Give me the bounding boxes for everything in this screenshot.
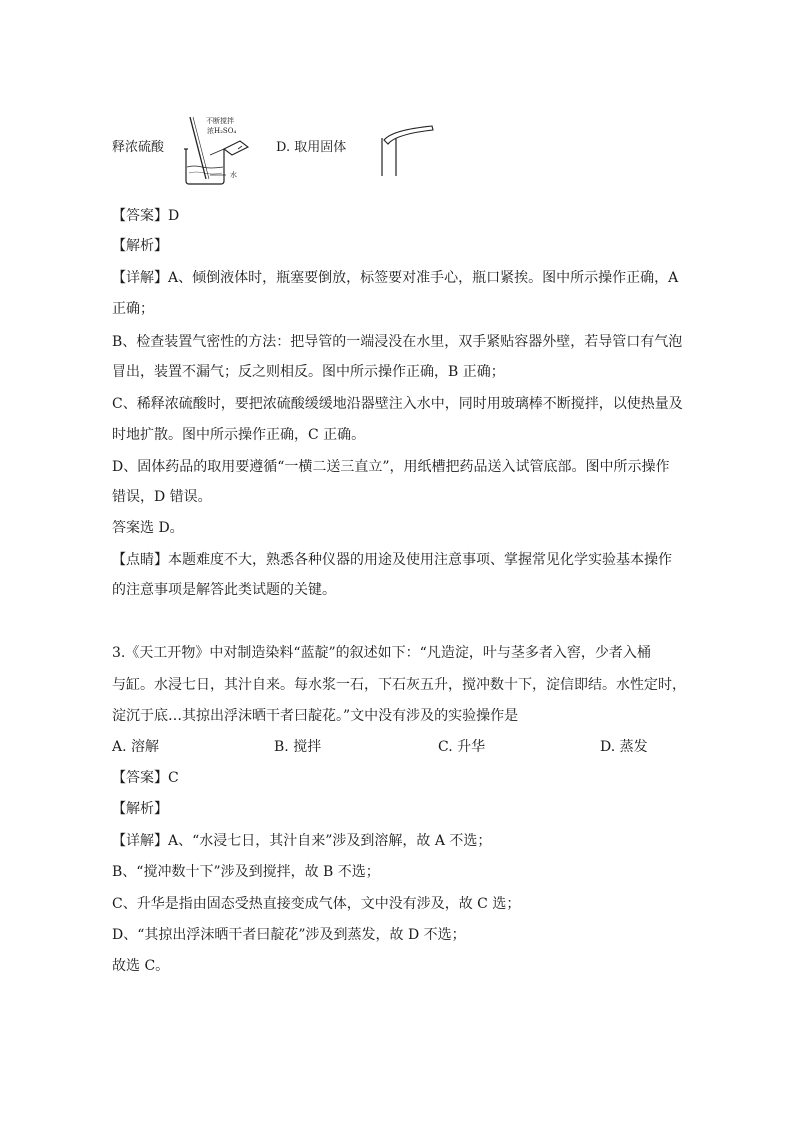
q3-detail-line: 【详解】A、“水浸七日，其汁自来”涉及到溶解，故 A 不选； xyxy=(112,833,492,849)
q2-detail-line: 冒出，装置不漏气；反之则相反。图中所示操作正确，B 正确； xyxy=(112,364,505,380)
q3-answer: 【答案】C xyxy=(112,770,179,786)
q2-detail-line: 正确； xyxy=(112,301,154,317)
q3-option-d: D. 蒸发 xyxy=(600,739,648,755)
q2-detail-line: 时地扩散。图中所示操作正确，C 正确。 xyxy=(112,427,366,443)
q3-option-b: B. 搅拌 xyxy=(274,739,322,755)
q2-analysis-header: 【解析】 xyxy=(112,238,168,254)
q3-stem-line: 淀沉于底…其掠出浮沫晒干者曰靛花。”文中没有涉及的实验操作是 xyxy=(112,708,519,724)
take-solid-figure xyxy=(378,124,438,178)
option-d-label: D. 取用固体 xyxy=(276,140,347,155)
q3-detail-line: D、“其掠出浮沫晒干者曰靛花”涉及到蒸发，故 D 不选； xyxy=(112,927,466,943)
q3-detail-line: C、升华是指由固态受热直接变成气体，文中没有涉及，故 C 选； xyxy=(112,896,521,912)
water-label: 水 xyxy=(230,171,237,179)
q3-detail-line: B、“搅冲数十下”涉及到搅拌，故 B 不选； xyxy=(112,864,380,880)
stir-label: 不断搅拌 xyxy=(206,117,234,125)
q3-analysis-header: 【解析】 xyxy=(112,801,168,817)
q2-answer: 【答案】D xyxy=(112,208,180,224)
q2-detail-line: 【详解】A、倾倒液体时，瓶塞要倒放，标签要对准手心，瓶口紧挨。图中所示操作正确，A xyxy=(112,270,679,286)
q3-option-a: A. 溶解 xyxy=(112,739,160,755)
q2-comment-line: 【点睛】本题难度不大，熟悉各种仪器的用途及使用注意事项、掌握常见化学实验基本操作 xyxy=(112,552,672,568)
q2-comment-line: 的注意事项是解答此类试题的关键。 xyxy=(112,582,336,598)
acid-label: 浓H₂SO₄ xyxy=(207,127,237,135)
dilute-sulfuric-acid-figure xyxy=(180,115,260,185)
q2-detail-line: D、固体药品的取用要遵循“一横二送三直立”，用纸槽把药品送入试管底部。图中所示操作 xyxy=(112,459,670,475)
q3-option-c: C. 升华 xyxy=(438,739,486,755)
beaker-stirring-diagram xyxy=(180,115,260,185)
q2-detail-line: 错误，D 错误。 xyxy=(112,489,212,505)
q3-detail-line: 故选 C。 xyxy=(112,958,170,974)
q3-options xyxy=(112,737,682,757)
q2-detail-line: C、稀释浓硫酸时，要把浓硫酸缓缓地沿器壁注入水中，同时用玻璃棒不断搅拌，以使热量及 xyxy=(112,396,683,412)
option-c-label: 释浓硫酸 xyxy=(112,140,165,155)
q3-stem-line: 与缸。水浸七日，其汁自来。每水浆一石，下石灰五升，搅冲数十下，淀信即结。水性定时， xyxy=(112,677,686,693)
q2-detail-line: 答案选 D。 xyxy=(112,520,184,536)
q3-stem-line: 3.《天工开物》中对制造染料“蓝靛”的叙述如下：“凡造淀，叶与茎多者入窖，少者入桶 xyxy=(112,645,651,661)
q2-detail-line: B、检查装置气密性的方法：把导管的一端浸没在水里，双手紧贴容器外壁，若导管口有气泡 xyxy=(112,334,683,350)
test-tube-paper-trough-diagram xyxy=(378,124,438,178)
